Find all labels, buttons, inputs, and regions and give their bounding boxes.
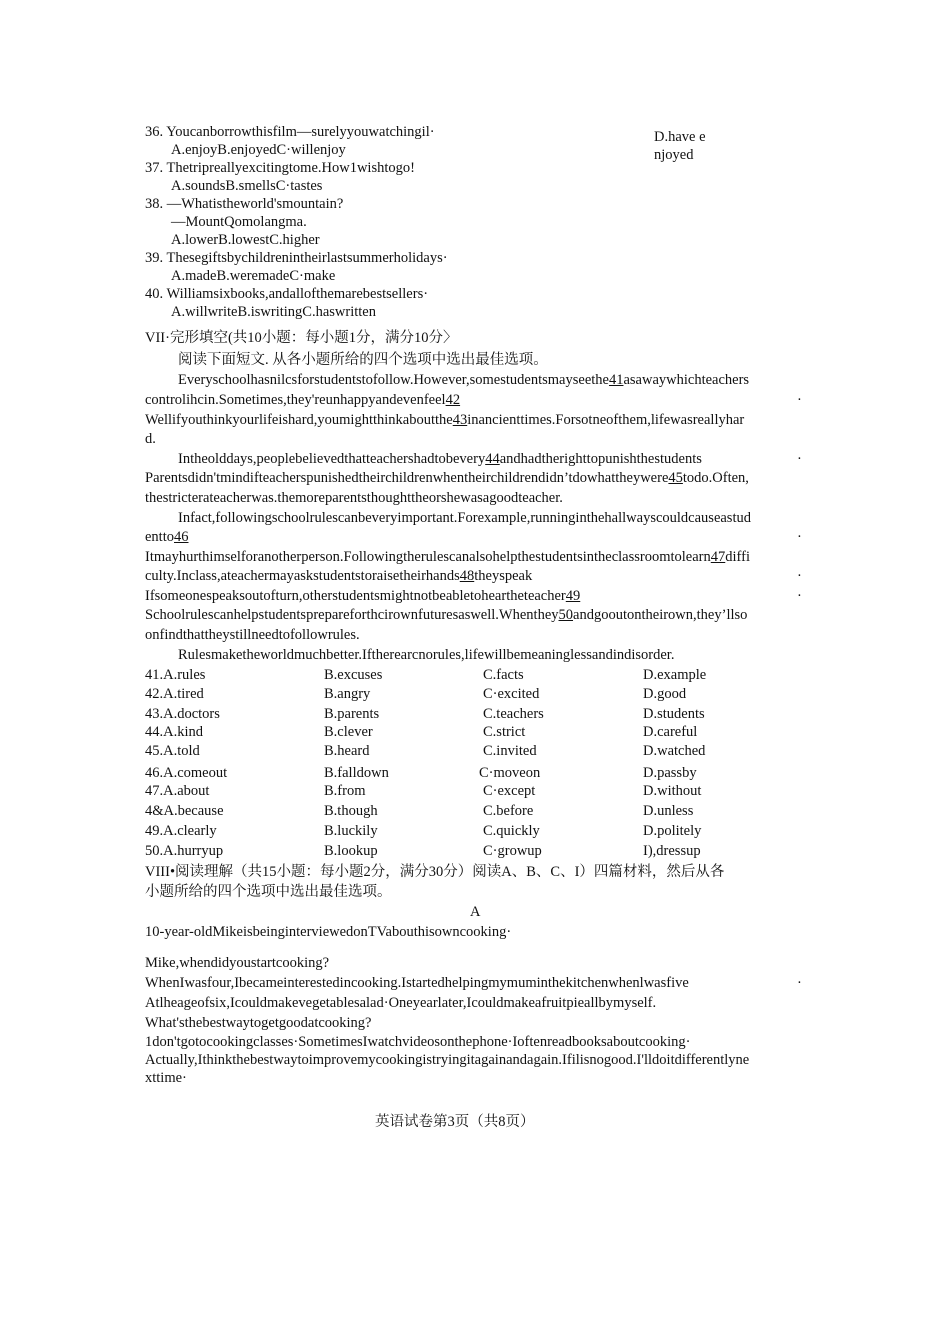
line-dot: ·: [797, 529, 802, 545]
option-50-a: 50.A.hurryup: [145, 843, 224, 859]
interview-answer-1-line1: WhenIwasfour,Ibecameinterestedincooking.Istartedhelpingmymuminthekitchenwhenlwasfive: [145, 975, 689, 991]
interview-answer-2-line2: Actually,Ithinkthebestwaytoimprovemycookingistryingitagainandagain.Ifilisnogood.I'lldoitdifferentlyne: [145, 1052, 750, 1068]
q38-options: A.lowerB.lowestC.higher: [171, 232, 320, 248]
q37-stem: 37. Thetripreallyexcitingtome.How1wishtogo!: [145, 160, 415, 176]
line-dot: ·: [797, 392, 802, 408]
option-48-a: 4&A.because: [145, 803, 224, 819]
interview-answer-1-line2: Atlheageofsix,Icouldmakevegetablesalad·Oneyearlater,Icouldmakeafruitpieallbymyself.: [145, 995, 657, 1011]
line-dot: ·: [797, 451, 802, 467]
q40-options: A.willwriteB.iswritingC.haswritten: [171, 304, 376, 320]
option-50-b: B.lookup: [324, 843, 378, 859]
option-43-d: D.students: [643, 706, 705, 722]
section8-heading-line1: VIII•阅读理解（共15小题：每小题2分，满分30分）阅读A、B、C、I）四篇材料，然后从各: [145, 864, 725, 880]
option-50-d: I),dressup: [643, 843, 701, 859]
passage-p2-line2: Parentsdidn'tmindifteacherspunishedtheirchildrenwhentheirchildrendidn’tdowhattheywere45todo.Often,: [145, 470, 749, 486]
passage-p3-line2: entto46: [145, 529, 189, 545]
option-45-d: D.watched: [643, 743, 706, 759]
option-46-b: B.falldown: [324, 765, 389, 781]
option-46-d: D.passby: [643, 765, 697, 781]
q36-stem: 36. Youcanborrowthisfilm—surelyyouwatchingil·: [145, 124, 435, 140]
interview-question-2: What'sthebestwaytogetgoodatcooking?: [145, 1015, 372, 1031]
q39-options: A.madeB.weremadeC·make: [171, 268, 336, 284]
q38-answer: —MountQomolangma.: [171, 214, 307, 230]
q37-options: A.soundsB.smellsC·tastes: [171, 178, 323, 194]
line-dot: ·: [797, 588, 802, 604]
option-44-c: C.strict: [483, 724, 526, 740]
passage-p3-line4: culty.Inclass,ateachermayaskstudentstoraisetheirhands48theyspeak: [145, 568, 533, 584]
passage-p3-line6: Schoolrulescanhelpstudentsprepareforthcirownfuturesaswell.Whenthey50andgooutontheirown,they’llso: [145, 607, 748, 623]
blank-44: 44: [485, 451, 500, 467]
section7-heading: VII·完形填空(共10小题：每小题1分，满分10分〉: [145, 330, 458, 346]
option-42-d: D.good: [643, 686, 687, 702]
option-43-c: C.teachers: [483, 706, 544, 722]
passage-p4: Rulesmaketheworldmuchbetter.Iftherearcnorules,lifewillbemeaninglessandindisorder.: [178, 647, 675, 663]
option-47-a: 47.A.about: [145, 783, 210, 799]
passage-p1-line1: Everyschoolhasnilcsforstudentstofollow.However,somestudentsmayseethe41asawaywhichteachers: [178, 372, 750, 388]
passage-p2-line3: thestricterateacherwas.themoreparentsthoughttheorshewasagoodteacher.: [145, 490, 563, 506]
option-44-d: D.careful: [643, 724, 698, 740]
option-49-a: 49.A.clearly: [145, 823, 217, 839]
option-47-d: D.without: [643, 783, 702, 799]
blank-47: 47: [710, 549, 726, 565]
line-dot: ·: [797, 975, 802, 991]
line-dot: ·: [797, 568, 802, 584]
blank-43: 43: [452, 412, 468, 428]
passage-p1-line2: controlihcin.Sometimes,they'reunhappyandevenfeel42: [145, 392, 461, 408]
blank-45: 45: [668, 470, 683, 486]
blank-50: 50: [558, 607, 574, 623]
section7-instruction: 阅读下面短文. 从各小题所给的四个选项中选出最佳选项。: [178, 352, 548, 368]
q36-options: A.enjoyB.enjoyedC·willenjoy: [171, 142, 346, 158]
q36-option-d: D.have enjoyed: [654, 129, 706, 163]
blank-46: 46: [174, 529, 189, 545]
q38-stem: 38. —Whatistheworld'smountain?: [145, 196, 344, 212]
option-48-b: B.though: [324, 803, 378, 819]
passage-p3-line5: Ifsomeonespeaksoutofturn,otherstudentsmightnotbeabletoheartheteacher49: [145, 588, 581, 604]
option-44-b: B.clever: [324, 724, 373, 740]
blank-42: 42: [445, 392, 461, 408]
option-46-c: C·moveon: [479, 765, 541, 781]
option-45-c: C.invited: [483, 743, 537, 759]
option-43-a: 43.A.doctors: [145, 706, 220, 722]
option-42-c: C·excited: [483, 686, 540, 702]
reading-intro: 10-year-oldMikeisbeinginterviewedonTVabouthisowncooking·: [145, 924, 512, 940]
option-43-b: B.parents: [324, 706, 380, 722]
option-46-a: 46.A.comeout: [145, 765, 228, 781]
interview-answer-2-line3: xttime·: [145, 1070, 187, 1086]
option-47-b: B.from: [324, 783, 366, 799]
page-footer: 英语试卷第3页（共8页）: [375, 1114, 535, 1130]
option-48-c: C.before: [483, 803, 534, 819]
option-49-b: B.luckily: [324, 823, 378, 839]
option-41-d: D.example: [643, 667, 707, 683]
option-42-a: 42.A.tired: [145, 686, 204, 702]
passage-p3-line1: Infact,followingschoolrulescanbeveryimportant.Forexample,runninginthehallwayscouldcauseastud: [178, 510, 751, 526]
section8-heading-line2: 小题所给的四个选项中选出最佳选项。: [145, 884, 392, 900]
option-41-b: B.excuses: [324, 667, 383, 683]
q39-stem: 39. Thesegiftsbychildrenintheirlastsummerholidays·: [145, 250, 448, 266]
blank-49: 49: [565, 588, 581, 604]
option-45-a: 45.A.told: [145, 743, 200, 759]
passage-p1-line4: d.: [145, 431, 156, 447]
option-42-b: B.angry: [324, 686, 371, 702]
option-48-d: D.unless: [643, 803, 694, 819]
option-50-c: C·growup: [483, 843, 542, 859]
option-41-c: C.facts: [483, 667, 524, 683]
interview-answer-2-line1: 1don'tgotocookingclasses·SometimesIwatchvideosonthephone·Ioftenreadbooksaboutcooking·: [145, 1034, 691, 1050]
option-41-a: 41.A.rules: [145, 667, 206, 683]
interview-question-1: Mike,whendidyoustartcooking?: [145, 955, 330, 971]
option-49-c: C.quickly: [483, 823, 540, 839]
option-45-b: B.heard: [324, 743, 370, 759]
part-a-title: A: [470, 904, 481, 920]
blank-48: 48: [459, 568, 475, 584]
passage-p1-line3: Wellifyouthinkyourlifeishard,youmightthinkaboutthe43inancienttimes.Forsotneofthem,lifewasreallyhar: [145, 412, 745, 428]
passage-p2-line1: Intheolddays,peoplebelievedthatteachershadtobevery44andhadtherighttopunishthestudents: [178, 451, 702, 467]
passage-p3-line7: onfindthattheystillneedtofollowrules.: [145, 627, 360, 643]
option-44-a: 44.A.kind: [145, 724, 203, 740]
q40-stem: 40. Williamsixbooks,andallofthemarebestsellers·: [145, 286, 429, 302]
option-49-d: D.politely: [643, 823, 702, 839]
passage-p3-line3: Itmayhurthimselforanotherperson.Followingtherulescanalsohelpthestudentsintheclassroomtolearn47diffi: [145, 549, 750, 565]
option-47-c: C·except: [483, 783, 536, 799]
blank-41: 41: [608, 372, 624, 388]
